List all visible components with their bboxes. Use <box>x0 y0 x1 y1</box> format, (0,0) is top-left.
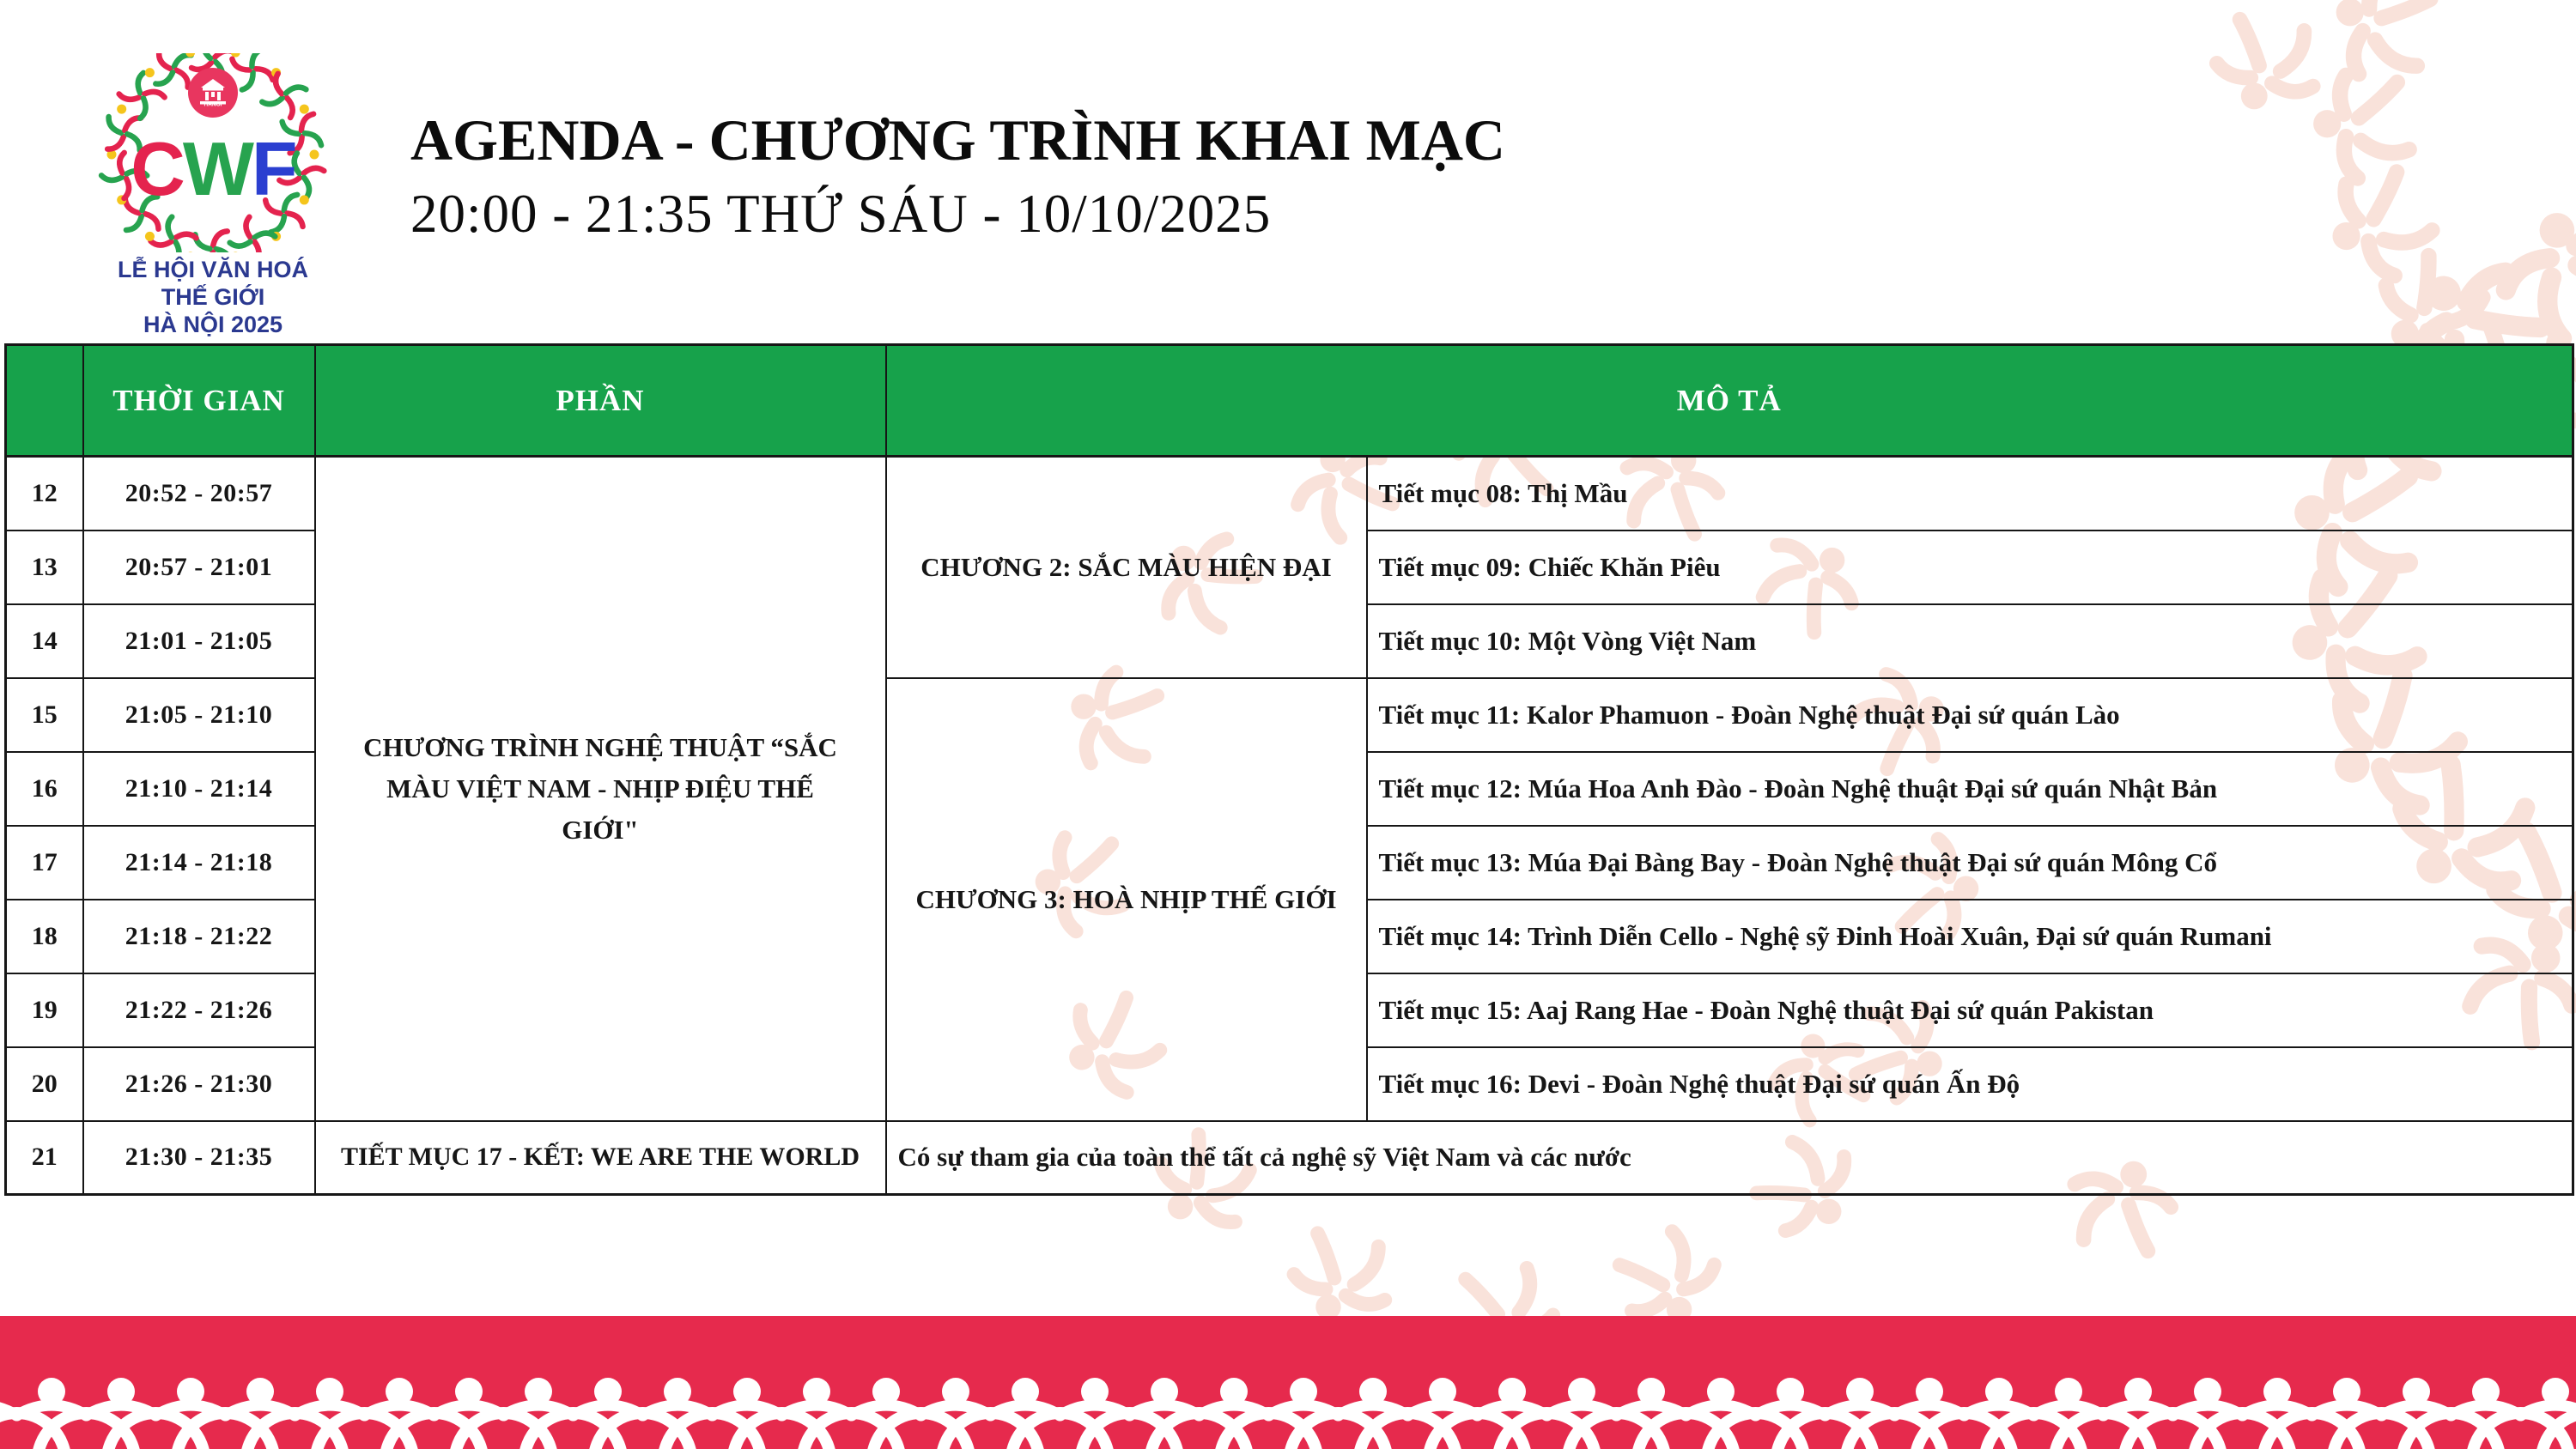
final-part-cell: TIẾT MỤC 17 - KẾT: WE ARE THE WORLD <box>315 1121 886 1195</box>
page-subtitle: 20:00 - 21:35 THỨ SÁU - 10/10/2025 <box>410 184 1272 245</box>
row-description: Tiết mục 09: Chiếc Khăn Piêu <box>1367 530 2573 604</box>
row-description: Tiết mục 11: Kalor Phamuon - Đoàn Nghệ thuật Đại sứ quán Lào <box>1367 678 2573 752</box>
row-number: 18 <box>6 900 83 973</box>
bottom-paper-doll-band <box>0 1316 2576 1449</box>
table-row <box>6 457 2573 530</box>
agenda-table <box>4 343 2574 1196</box>
logo-title-hanoi: HÀ NỘI 2025 <box>143 311 283 337</box>
row-time: 20:52 - 20:57 <box>83 457 315 530</box>
col-header-number <box>6 345 83 457</box>
title-block <box>410 107 1506 246</box>
cwf-logo <box>93 53 333 368</box>
logo-title-vietnamese: LỄ HỘI VĂN HOÁ THẾ GIỚI <box>117 257 308 310</box>
row-time: 21:18 - 21:22 <box>83 900 315 973</box>
row-time: 21:05 - 21:10 <box>83 678 315 752</box>
col-header-desc: MÔ TẢ <box>886 345 2573 457</box>
row-number: 21 <box>6 1121 83 1195</box>
row-description: Tiết mục 16: Devi - Đoàn Nghệ thuật Đại sứ quán Ấn Độ <box>1367 1047 2573 1121</box>
col-header-time: THỜI GIAN <box>83 345 315 457</box>
row-number: 14 <box>6 604 83 678</box>
program-part-cell: CHƯƠNG TRÌNH NGHỆ THUẬT “SẮC MÀU VIỆT NAM - NHỊP ĐIỆU THẾ GIỚI" <box>315 457 886 1121</box>
table-row-final <box>6 1121 2573 1195</box>
row-description: Tiết mục 10: Một Vòng Việt Nam <box>1367 604 2573 678</box>
chapter2-cell: CHƯƠNG 2: SẮC MÀU HIỆN ĐẠI <box>886 457 1367 678</box>
row-time: 21:22 - 21:26 <box>83 973 315 1047</box>
badge-text: HANOI <box>204 101 222 108</box>
row-time: 21:10 - 21:14 <box>83 752 315 826</box>
row-description: Tiết mục 08: Thị Mầu <box>1367 457 2573 530</box>
row-description: Tiết mục 15: Aaj Rang Hae - Đoàn Nghệ thuật Đại sứ quán Pakistan <box>1367 973 2573 1047</box>
row-description: Tiết mục 12: Múa Hoa Anh Đào - Đoàn Nghệ thuật Đại sứ quán Nhật Bản <box>1367 752 2573 826</box>
row-time: 20:57 - 21:01 <box>83 530 315 604</box>
row-time: 21:30 - 21:35 <box>83 1121 315 1195</box>
row-description: Tiết mục 13: Múa Đại Bàng Bay - Đoàn Nghệ thuật Đại sứ quán Mông Cổ <box>1367 826 2573 900</box>
row-number: 19 <box>6 973 83 1047</box>
row-number: 12 <box>6 457 83 530</box>
page-title: AGENDA - CHƯƠNG TRÌNH KHAI MẠC <box>410 107 1506 173</box>
final-description-cell: Có sự tham gia của toàn thể tất cả nghệ sỹ Việt Nam và các nước <box>886 1121 2573 1195</box>
row-number: 20 <box>6 1047 83 1121</box>
row-number: 13 <box>6 530 83 604</box>
row-number: 16 <box>6 752 83 826</box>
row-number: 17 <box>6 826 83 900</box>
row-description: Tiết mục 14: Trình Diễn Cello - Nghệ sỹ Đinh Hoài Xuân, Đại sứ quán Rumani <box>1367 900 2573 973</box>
row-number: 15 <box>6 678 83 752</box>
cwf-logo-mark <box>93 53 333 252</box>
row-time: 21:01 - 21:05 <box>83 604 315 678</box>
chapter3-cell: CHƯƠNG 3: HOÀ NHỊP THẾ GIỚI <box>886 678 1367 1121</box>
row-time: 21:14 - 21:18 <box>83 826 315 900</box>
cwf-letters: CWF <box>131 126 295 211</box>
col-header-part: PHẦN <box>315 345 886 457</box>
row-time: 21:26 - 21:30 <box>83 1047 315 1121</box>
table-header-row <box>6 345 2573 457</box>
